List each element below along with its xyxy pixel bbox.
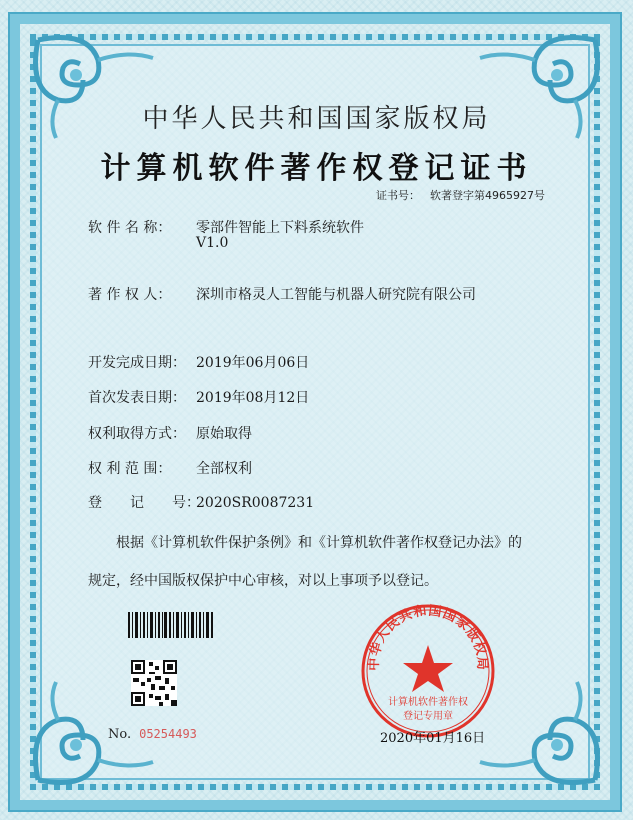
field-value: 深圳市格灵人工智能与机器人研究院有限公司 (196, 287, 476, 303)
field-publish-date (88, 387, 309, 407)
seal-inner-line-2: 登记专用章 (403, 711, 453, 722)
certificate-number-label: 证书号： (376, 189, 420, 202)
field-value: 2019年08月12日 (196, 390, 310, 406)
field-label: 开发完成日期： (88, 355, 186, 371)
qr-code-icon (131, 660, 177, 706)
field-registration-number (88, 492, 314, 512)
certificate-number-value: 软著登字第4965927号 (430, 189, 545, 202)
field-acquire-method (88, 423, 252, 443)
field-value: 零部件智能上下料系统软件 (196, 220, 364, 236)
field-value: 全部权利 (196, 461, 252, 477)
field-label: 著 作 权 人： (88, 287, 172, 303)
issue-date: 2020年01月16日 (380, 731, 486, 746)
body-line-1: 根据《计算机软件保护条例》和《计算机软件著作权登记办法》的 (116, 535, 522, 551)
seal-inner-line-1: 计算机软件著作权 (388, 697, 468, 708)
field-label: 权利取得方式： (88, 426, 186, 442)
field-label: 软 件 名 称： (88, 220, 172, 236)
certificate-number (366, 187, 545, 203)
field-label: 权 利 范 围： (88, 461, 172, 477)
serial-number-label: No. (108, 727, 132, 742)
software-version: V1.0 (196, 235, 229, 251)
field-value: 原始取得 (196, 426, 252, 442)
serial-number-value: 05254493 (139, 727, 197, 741)
serial-number (108, 727, 197, 742)
field-value: 2019年06月06日 (196, 355, 310, 371)
field-copyright-owner (88, 284, 476, 304)
field-rights-scope (88, 458, 252, 478)
issuer-title: 中华人民共和国国家版权局 (142, 104, 491, 134)
field-label: 首次发表日期： (88, 390, 186, 406)
certificate-title: 计算机软件著作权登记证书 (100, 151, 533, 186)
seal-ring-text: 中华人民共和国国家版权局 (366, 603, 490, 671)
field-value: 2020SR0087231 (196, 495, 315, 511)
field-label: 登 记 号： (88, 495, 200, 511)
barcode-icon (128, 612, 214, 638)
body-line-2: 规定，经中国版权保护中心审核，对以上事项予以登记。 (88, 573, 438, 589)
field-completion-date (88, 352, 309, 372)
official-seal-icon (358, 601, 498, 741)
field-software-name (88, 217, 364, 251)
